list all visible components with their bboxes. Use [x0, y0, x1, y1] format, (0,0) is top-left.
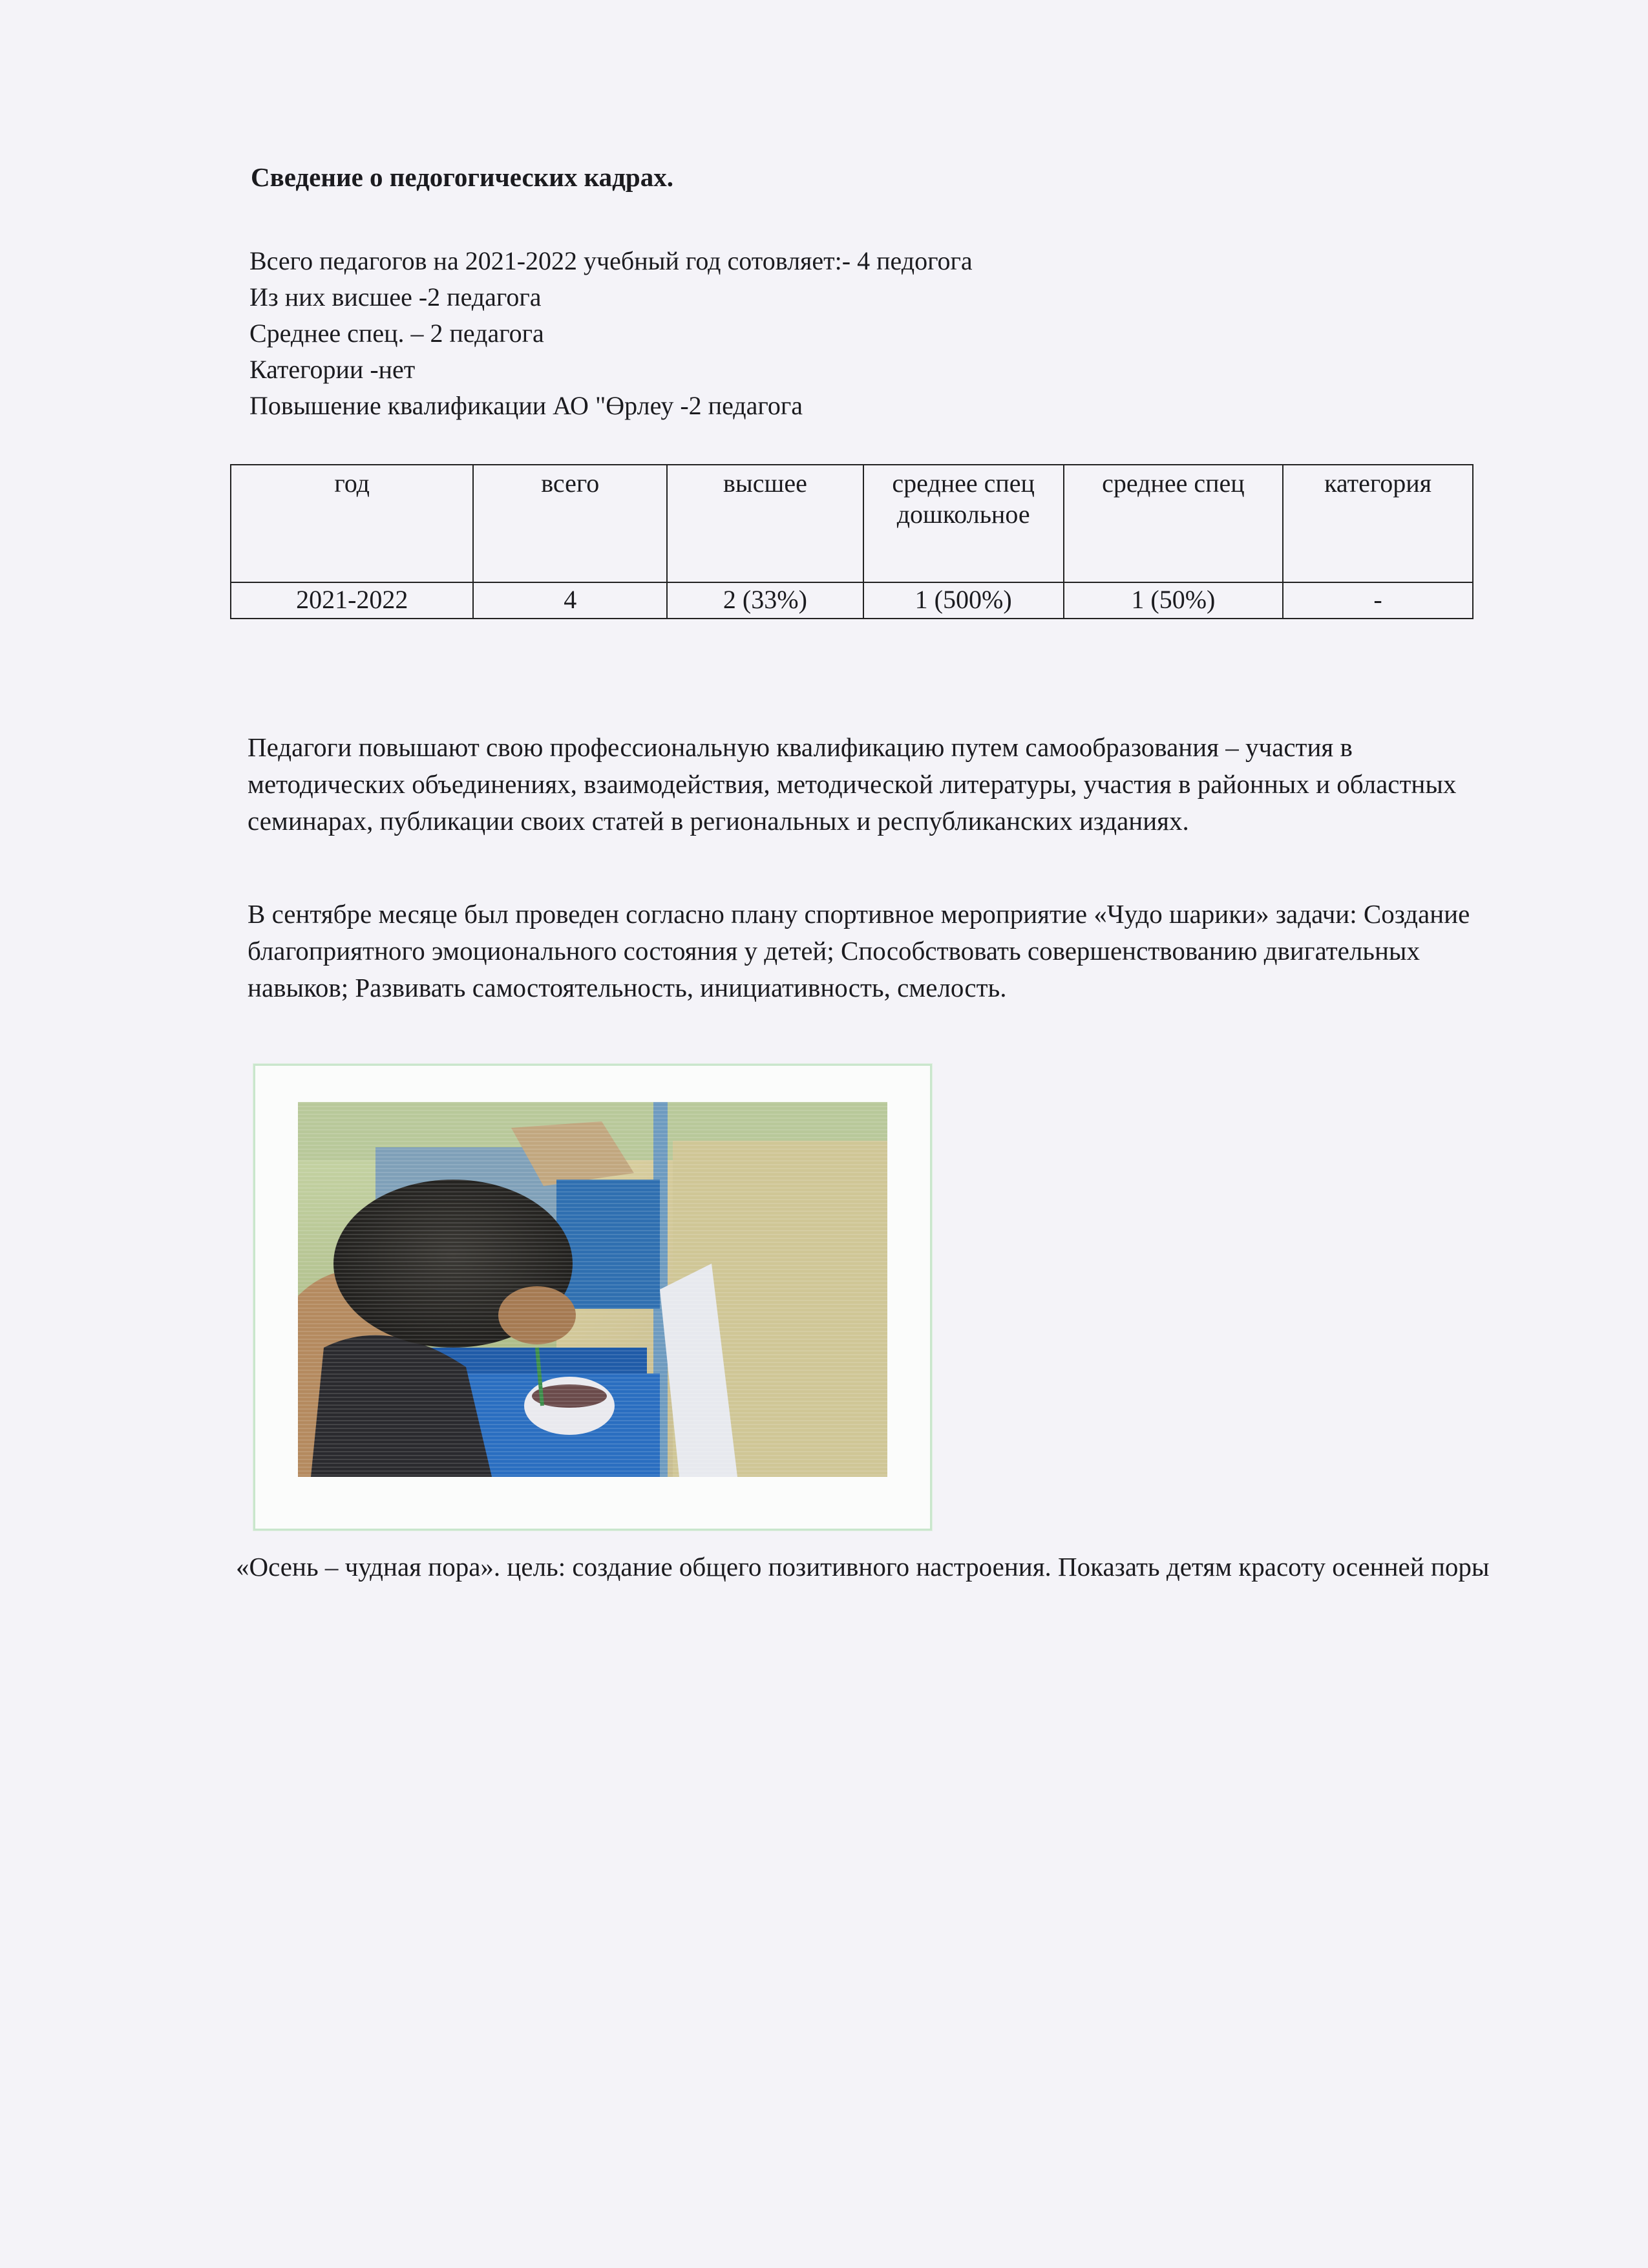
cell-secondary: 1 (50%)	[1064, 582, 1284, 619]
header-secondary: среднее спец	[1064, 465, 1284, 582]
cell-year: 2021-2022	[231, 582, 473, 619]
summary-line-secondary: Среднее спец. – 2 педагога	[249, 319, 544, 348]
event-paragraph: В сентябре месяце был проведен согласно плану спортивное мероприятие «Чудо шарики» задачи: Создание благоприятного эмоционального состояния у детей; Способствовать совершенствованию двигательных навыков; Развивать самостоятельность, инициативность, смелость.	[248, 899, 1470, 1002]
staff-table	[230, 464, 1474, 619]
summary-line-qualification: Повышение квалификации АО "Өрлеу -2 педагога	[249, 391, 803, 420]
header-total: всего	[473, 465, 667, 582]
summary-line-higher: Из них висшее -2 педагога	[249, 282, 542, 312]
summary-line-categories: Категории -нет	[249, 355, 416, 384]
cell-secondary-preschool: 1 (500%)	[863, 582, 1064, 619]
cell-category: -	[1283, 582, 1473, 619]
table-header-row	[231, 465, 1473, 582]
header-year: год	[231, 465, 473, 582]
qualification-paragraph: Педагоги повышают свою профессиональную квалификацию путем самообразования – участия в методических объединениях, взаимодействия, методической литературы, участия в районных и областных семинарах, публикации своих статей в региональных и республиканских изданиях.	[248, 732, 1457, 836]
summary-line-total: Всего педагогов на 2021-2022 учебный год сотовляет:- 4 педогога	[249, 246, 973, 275]
header-higher: высшее	[667, 465, 863, 582]
table-row	[231, 582, 1473, 619]
event-photo-frame	[253, 1064, 932, 1531]
event-photo	[298, 1102, 887, 1477]
document-title: Сведение о педогогических кадрах.	[251, 162, 673, 192]
staff-summary	[249, 243, 973, 424]
cell-total: 4	[473, 582, 667, 619]
autumn-paragraph: «Осень – чудная пора». цель: создание общего позитивного настроения. Показать детям красоту осенней поры	[236, 1552, 1490, 1582]
header-secondary-preschool: среднее спец дошкольное	[863, 465, 1064, 582]
cell-higher: 2 (33%)	[667, 582, 863, 619]
header-category: категория	[1283, 465, 1473, 582]
